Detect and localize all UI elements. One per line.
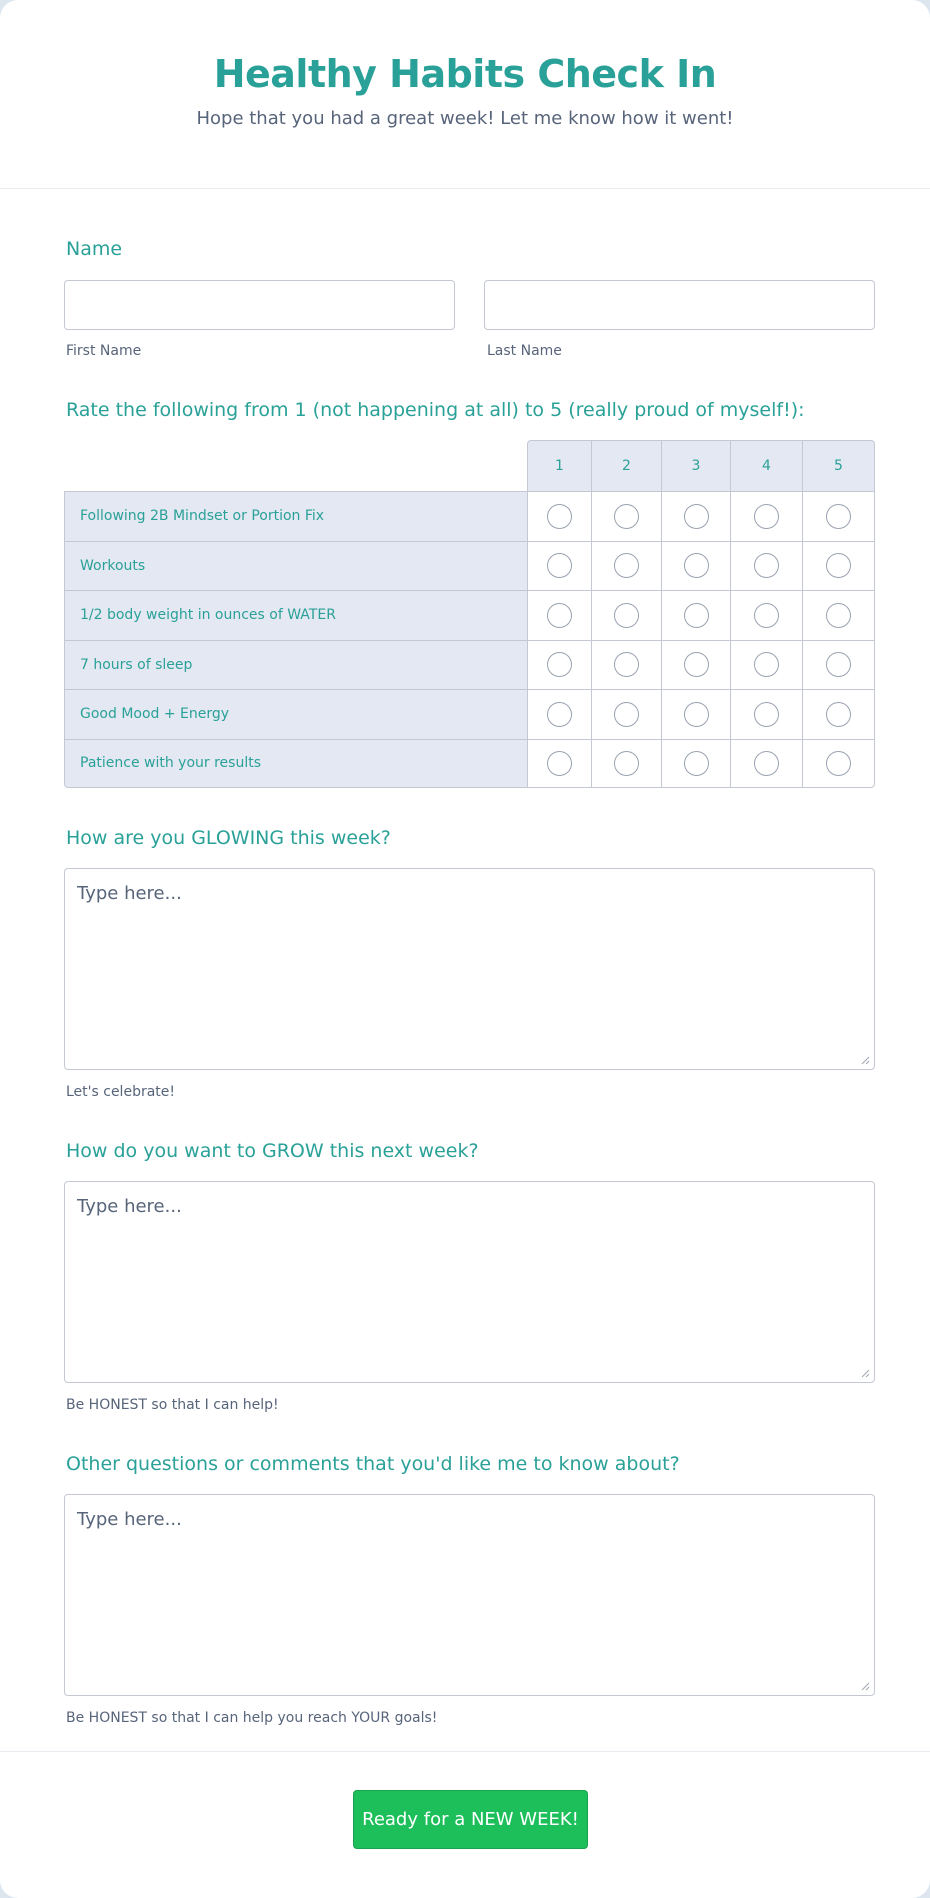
rating-radio[interactable] [547, 652, 572, 677]
matrix-row-label: Workouts [64, 541, 527, 591]
matrix-column-header: 2 [591, 440, 661, 491]
rating-radio[interactable] [754, 702, 779, 727]
rating-radio[interactable] [684, 603, 709, 628]
rating-radio[interactable] [684, 702, 709, 727]
grow-sublabel: Be HONEST so that I can help! [66, 1397, 279, 1413]
rating-radio[interactable] [826, 553, 851, 578]
rating-radio[interactable] [614, 504, 639, 529]
grow-textarea[interactable] [64, 1181, 875, 1383]
matrix-column-header: 1 [527, 440, 591, 491]
form-title: Healthy Habits Check In [213, 52, 717, 96]
form-subtitle: Hope that you had a great week! Let me know how it went! [196, 108, 734, 129]
glowing-textarea[interactable] [64, 868, 875, 1070]
rating-radio[interactable] [684, 652, 709, 677]
matrix-row [64, 491, 875, 541]
rating-radio[interactable] [826, 603, 851, 628]
matrix-column-header: 5 [802, 440, 875, 491]
resize-grip-icon[interactable] [860, 1055, 870, 1065]
rating-radio[interactable] [614, 652, 639, 677]
matrix-row [64, 640, 875, 690]
comments-sublabel: Be HONEST so that I can help you reach YOUR goals! [66, 1710, 438, 1726]
matrix-column-header: 3 [661, 440, 730, 491]
matrix-row [64, 689, 875, 739]
glowing-sublabel: Let's celebrate! [66, 1084, 175, 1100]
last-name-input[interactable] [484, 280, 875, 330]
rating-radio[interactable] [684, 504, 709, 529]
grow-label: How do you want to GROW this next week? [66, 1140, 479, 1162]
matrix-row-label: Patience with your results [64, 739, 527, 789]
matrix-column-header: 4 [730, 440, 802, 491]
resize-grip-icon[interactable] [860, 1368, 870, 1378]
rating-radio[interactable] [826, 751, 851, 776]
rating-radio[interactable] [547, 702, 572, 727]
rating-radio[interactable] [754, 751, 779, 776]
rating-radio[interactable] [754, 504, 779, 529]
rating-radio[interactable] [754, 553, 779, 578]
rating-radio[interactable] [547, 504, 572, 529]
form-header [0, 0, 930, 189]
matrix-row [64, 739, 875, 789]
resize-grip-icon[interactable] [860, 1681, 870, 1691]
rating-radio[interactable] [547, 751, 572, 776]
matrix-row-label: Following 2B Mindset or Portion Fix [64, 491, 527, 541]
rating-label: Rate the following from 1 (not happening at all) to 5 (really proud of myself!): [66, 399, 805, 421]
glowing-placeholder: Type here... [77, 883, 182, 904]
matrix-row [64, 541, 875, 591]
last-name-sublabel: Last Name [487, 343, 562, 359]
comments-label: Other questions or comments that you'd like me to know about? [66, 1453, 680, 1475]
rating-radio[interactable] [754, 603, 779, 628]
comments-placeholder: Type here... [77, 1509, 182, 1530]
submit-button[interactable]: Ready for a NEW WEEK! [353, 1790, 588, 1849]
rating-radio[interactable] [684, 751, 709, 776]
footer-divider [0, 1751, 930, 1752]
matrix-row-label: 1/2 body weight in ounces of WATER [64, 590, 527, 640]
rating-radio[interactable] [684, 553, 709, 578]
rating-matrix [64, 440, 875, 788]
comments-textarea[interactable] [64, 1494, 875, 1696]
glowing-label: How are you GLOWING this week? [66, 827, 391, 849]
first-name-input[interactable] [64, 280, 455, 330]
rating-radio[interactable] [614, 751, 639, 776]
rating-radio[interactable] [547, 603, 572, 628]
rating-radio[interactable] [614, 553, 639, 578]
matrix-row-label: Good Mood + Energy [64, 689, 527, 739]
rating-radio[interactable] [826, 652, 851, 677]
grow-placeholder: Type here... [77, 1196, 182, 1217]
rating-radio[interactable] [614, 603, 639, 628]
first-name-sublabel: First Name [66, 343, 142, 359]
name-label: Name [66, 238, 123, 260]
rating-radio[interactable] [614, 702, 639, 727]
matrix-row [64, 590, 875, 640]
rating-radio[interactable] [826, 504, 851, 529]
rating-radio[interactable] [547, 553, 572, 578]
matrix-row-label: 7 hours of sleep [64, 640, 527, 690]
rating-radio[interactable] [826, 702, 851, 727]
rating-radio[interactable] [754, 652, 779, 677]
